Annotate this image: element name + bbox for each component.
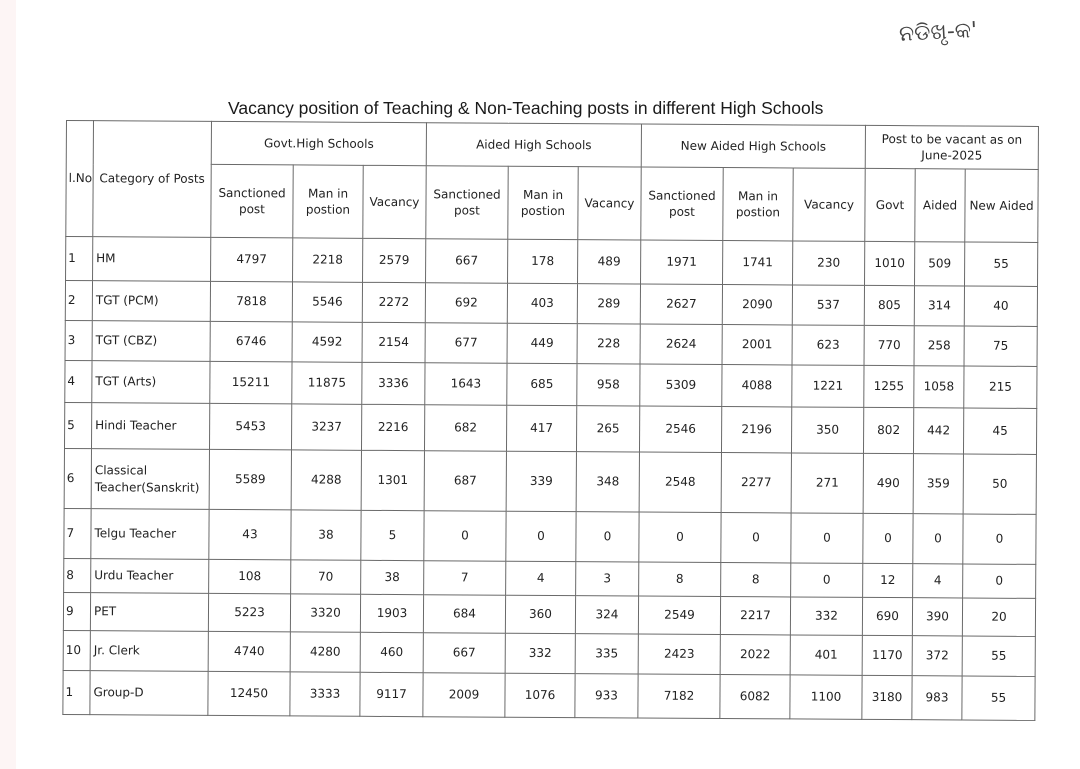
header-new-aided-high-schools: New Aided High Schools	[641, 124, 865, 168]
cell-govt-sanctioned: 6746	[210, 321, 292, 362]
cell-sl-no: 1	[63, 670, 90, 714]
cell-vacant-govt: 770	[864, 325, 914, 365]
cell-govt-vacancy: 1903	[360, 594, 423, 632]
cell-aided-sanctioned: 692	[425, 283, 507, 324]
cell-aided-sanctioned: 682	[424, 405, 506, 452]
handwritten-annotation: ନଡିଖୃ-କ'	[898, 17, 978, 48]
table-row	[65, 360, 1037, 408]
cell-vacant-govt: 0	[863, 513, 913, 563]
cell-vacant-aided: 983	[912, 676, 962, 720]
cell-vacant-aided: 0	[913, 514, 963, 564]
cell-aided-sanctioned: 667	[423, 633, 505, 674]
cell-new-aided-vacancy: 0	[791, 513, 863, 563]
header-vacancy: Vacancy	[363, 165, 426, 238]
cell-aided-vacancy: 958	[577, 364, 640, 406]
cell-govt-vacancy: 9117	[360, 672, 423, 716]
header-aided-high-schools: Aided High Schools	[426, 123, 641, 167]
cell-aided-man-in-position: 4	[506, 561, 576, 595]
cell-new-aided-sanctioned: 8	[639, 562, 721, 597]
cell-new-aided-sanctioned: 7182	[638, 674, 720, 719]
cell-vacant-govt: 1170	[862, 635, 912, 675]
cell-vacant-govt: 3180	[862, 675, 912, 719]
cell-govt-sanctioned: 5589	[209, 449, 291, 509]
cell-aided-man-in-position: 0	[506, 511, 576, 561]
cell-aided-man-in-position: 685	[507, 363, 577, 405]
cell-new-aided-sanctioned: 2546	[639, 406, 721, 453]
cell-vacant-aided: 258	[914, 326, 964, 366]
cell-new-aided-man-in-position: 2001	[722, 325, 792, 365]
cell-category: Telgu Teacher	[91, 509, 209, 560]
cell-govt-man-in-position: 4280	[290, 632, 360, 672]
cell-sl-no: 9	[63, 592, 90, 630]
table-body	[63, 237, 1038, 721]
cell-category: Urdu Teacher	[91, 559, 209, 594]
sub-header-row	[66, 164, 1038, 243]
cell-new-aided-man-in-position: 2196	[721, 407, 791, 453]
cell-vacant-new-aided: 0	[963, 564, 1036, 598]
cell-aided-man-in-position: 339	[506, 451, 576, 511]
cell-new-aided-vacancy: 0	[791, 563, 863, 597]
cell-sl-no: 7	[64, 508, 91, 558]
cell-aided-vacancy: 3	[576, 562, 639, 596]
table-row	[64, 508, 1036, 564]
cell-sl-no: 2	[65, 281, 92, 321]
header-vacancy: Vacancy	[578, 167, 641, 240]
cell-govt-vacancy: 2579	[363, 238, 426, 282]
cell-aided-vacancy: 289	[577, 284, 640, 324]
cell-aided-sanctioned: 687	[424, 451, 506, 511]
cell-vacant-new-aided: 0	[963, 514, 1036, 564]
cell-aided-sanctioned: 7	[424, 561, 506, 596]
cell-vacant-new-aided: 50	[963, 454, 1036, 514]
cell-vacant-new-aided: 20	[962, 598, 1035, 636]
cell-new-aided-vacancy: 1100	[790, 675, 862, 719]
cell-category: TGT (CBZ)	[92, 321, 210, 362]
cell-new-aided-man-in-position: 2217	[720, 597, 790, 635]
header-sanctioned-post: Sanctioned post	[641, 167, 723, 240]
cell-govt-sanctioned: 12450	[208, 671, 290, 716]
cell-category: TGT (Arts)	[92, 361, 210, 404]
cell-govt-man-in-position: 38	[291, 510, 361, 560]
cell-govt-vacancy: 2272	[362, 282, 425, 322]
cell-aided-sanctioned: 2009	[423, 673, 505, 718]
cell-category: Jr. Clerk	[90, 631, 208, 672]
cell-category: PET	[90, 593, 208, 632]
cell-new-aided-sanctioned: 2624	[640, 324, 722, 365]
cell-vacant-govt: 805	[864, 285, 914, 325]
cell-vacant-govt: 12	[863, 563, 913, 597]
cell-sl-no: 10	[63, 630, 90, 670]
cell-govt-sanctioned: 108	[209, 559, 291, 594]
cell-category: TGT (PCM)	[92, 281, 210, 322]
cell-aided-man-in-position: 403	[507, 283, 577, 323]
cell-new-aided-man-in-position: 2277	[721, 453, 791, 513]
cell-new-aided-sanctioned: 0	[639, 512, 721, 563]
cell-aided-vacancy: 348	[576, 452, 639, 512]
cell-vacant-govt: 1255	[864, 365, 914, 407]
cell-new-aided-man-in-position: 6082	[720, 675, 790, 719]
cell-vacant-aided: 359	[913, 454, 963, 514]
header-vacant-aided: Aided	[915, 169, 965, 242]
cell-vacant-aided: 390	[912, 598, 962, 636]
cell-govt-vacancy: 460	[360, 632, 423, 672]
header-sanctioned-post: Sanctioned post	[426, 166, 508, 239]
cell-govt-man-in-position: 11875	[292, 362, 362, 404]
cell-category: Classical Teacher(Sanskrit)	[91, 449, 209, 510]
cell-new-aided-vacancy: 1221	[792, 365, 864, 407]
cell-new-aided-vacancy: 401	[790, 635, 862, 675]
cell-sl-no: 8	[64, 558, 91, 592]
cell-govt-man-in-position: 70	[291, 560, 361, 594]
cell-aided-vacancy: 0	[576, 512, 639, 562]
cell-aided-man-in-position: 1076	[505, 673, 575, 717]
cell-aided-man-in-position: 417	[506, 405, 576, 451]
cell-new-aided-vacancy: 350	[791, 407, 863, 453]
cell-vacant-new-aided: 75	[964, 326, 1037, 366]
cell-vacant-govt: 690	[862, 597, 912, 635]
cell-new-aided-man-in-position: 2022	[720, 635, 790, 675]
header-sl-no: l.No	[66, 121, 94, 237]
cell-new-aided-sanctioned: 2423	[638, 634, 720, 675]
cell-aided-man-in-position: 449	[507, 323, 577, 363]
cell-aided-vacancy: 228	[577, 324, 640, 364]
cell-govt-vacancy: 5	[361, 510, 424, 560]
cell-sl-no: 5	[64, 402, 91, 448]
cell-category: Hindi Teacher	[91, 403, 209, 450]
cell-vacant-govt: 1010	[865, 241, 915, 285]
table-row	[65, 320, 1037, 366]
cell-govt-sanctioned: 5453	[209, 403, 291, 450]
group-header-row	[66, 121, 1038, 170]
header-post-to-be-vacant: Post to be vacant as on June-2025	[865, 125, 1038, 169]
cell-aided-vacancy: 335	[575, 634, 638, 674]
header-vacancy: Vacancy	[793, 168, 865, 241]
header-category: Category of Posts	[93, 121, 212, 238]
vacancy-table	[62, 120, 1039, 721]
cell-govt-sanctioned: 5223	[208, 593, 290, 632]
cell-aided-vacancy: 489	[578, 240, 641, 284]
table-row	[63, 592, 1035, 636]
cell-govt-man-in-position: 4288	[291, 450, 361, 510]
header-vacant-govt: Govt	[865, 168, 915, 241]
cell-aided-man-in-position: 360	[505, 595, 575, 633]
cell-aided-sanctioned: 677	[425, 323, 507, 364]
cell-govt-man-in-position: 5546	[292, 282, 362, 322]
cell-aided-sanctioned: 667	[426, 239, 508, 284]
header-man-in-position: Man in postion	[723, 168, 793, 241]
cell-aided-sanctioned: 0	[424, 511, 506, 561]
cell-new-aided-sanctioned: 5309	[640, 364, 722, 407]
cell-sl-no: 3	[65, 320, 92, 360]
cell-category: HM	[93, 237, 211, 282]
cell-govt-sanctioned: 15211	[210, 361, 292, 404]
cell-govt-sanctioned: 4740	[208, 631, 290, 672]
document-title: Vacancy position of Teaching & Non-Teaching posts in different High Schools	[228, 98, 824, 118]
cell-aided-vacancy: 265	[576, 406, 639, 452]
cell-aided-man-in-position: 332	[505, 633, 575, 673]
cell-vacant-aided: 372	[912, 636, 962, 676]
cell-vacant-govt: 802	[864, 407, 914, 453]
cell-govt-man-in-position: 4592	[292, 322, 362, 362]
table-row	[65, 281, 1037, 327]
table-row	[64, 448, 1036, 514]
cell-govt-vacancy: 2216	[361, 404, 424, 450]
cell-vacant-aided: 442	[914, 408, 964, 454]
cell-new-aided-man-in-position: 4088	[722, 365, 792, 407]
cell-vacant-new-aided: 55	[962, 636, 1035, 676]
cell-new-aided-vacancy: 623	[792, 325, 864, 365]
header-sanctioned-post: Sanctioned post	[211, 164, 293, 237]
cell-new-aided-man-in-position: 8	[721, 563, 791, 597]
cell-govt-vacancy: 2154	[362, 322, 425, 362]
header-vacant-new-aided: New Aided	[965, 169, 1038, 242]
cell-new-aided-vacancy: 271	[791, 453, 863, 513]
cell-vacant-new-aided: 55	[965, 242, 1038, 286]
cell-new-aided-vacancy: 230	[793, 241, 865, 285]
cell-govt-sanctioned: 43	[209, 509, 291, 559]
cell-new-aided-sanctioned: 1971	[641, 240, 723, 285]
cell-sl-no: 4	[65, 360, 92, 402]
cell-govt-man-in-position: 3320	[290, 594, 360, 632]
header-man-in-position: Man in postion	[508, 166, 578, 239]
table-row	[63, 630, 1035, 676]
cell-sl-no: 1	[66, 237, 93, 281]
cell-new-aided-man-in-position: 0	[721, 513, 791, 563]
cell-govt-vacancy: 3336	[362, 362, 425, 404]
cell-vacant-govt: 490	[863, 453, 913, 513]
cell-vacant-new-aided: 55	[962, 676, 1035, 720]
cell-new-aided-vacancy: 537	[792, 285, 864, 325]
cell-govt-sanctioned: 4797	[211, 237, 293, 282]
cell-aided-man-in-position: 178	[508, 239, 578, 283]
cell-category: Group-D	[90, 671, 208, 716]
cell-new-aided-sanctioned: 2549	[638, 596, 720, 635]
cell-new-aided-sanctioned: 2548	[639, 452, 721, 512]
cell-govt-vacancy: 38	[361, 560, 424, 594]
cell-new-aided-vacancy: 332	[790, 597, 862, 635]
cell-vacant-aided: 314	[914, 286, 964, 326]
cell-aided-vacancy: 324	[575, 596, 638, 634]
cell-vacant-aided: 509	[915, 242, 965, 286]
cell-govt-vacancy: 1301	[361, 450, 424, 510]
cell-govt-man-in-position: 3237	[291, 404, 361, 450]
cell-new-aided-man-in-position: 2090	[722, 285, 792, 325]
cell-aided-sanctioned: 1643	[425, 363, 507, 406]
cell-new-aided-sanctioned: 2627	[640, 284, 722, 325]
cell-aided-vacancy: 933	[575, 674, 638, 718]
cell-aided-sanctioned: 684	[423, 595, 505, 634]
cell-vacant-new-aided: 45	[964, 408, 1037, 454]
header-govt-high-schools: Govt.High Schools	[211, 121, 426, 165]
cell-vacant-new-aided: 40	[964, 286, 1037, 326]
cell-govt-sanctioned: 7818	[210, 281, 292, 322]
table-row	[66, 237, 1038, 287]
header-man-in-position: Man in postion	[293, 165, 363, 238]
cell-govt-man-in-position: 2218	[293, 238, 363, 282]
table-row	[64, 402, 1036, 454]
cell-sl-no: 6	[64, 448, 91, 508]
cell-govt-man-in-position: 3333	[290, 672, 360, 716]
table-row	[63, 670, 1035, 720]
cell-vacant-aided: 4	[913, 564, 963, 598]
cell-new-aided-man-in-position: 1741	[723, 241, 793, 285]
cell-vacant-new-aided: 215	[964, 366, 1037, 408]
cell-vacant-aided: 1058	[914, 366, 964, 408]
